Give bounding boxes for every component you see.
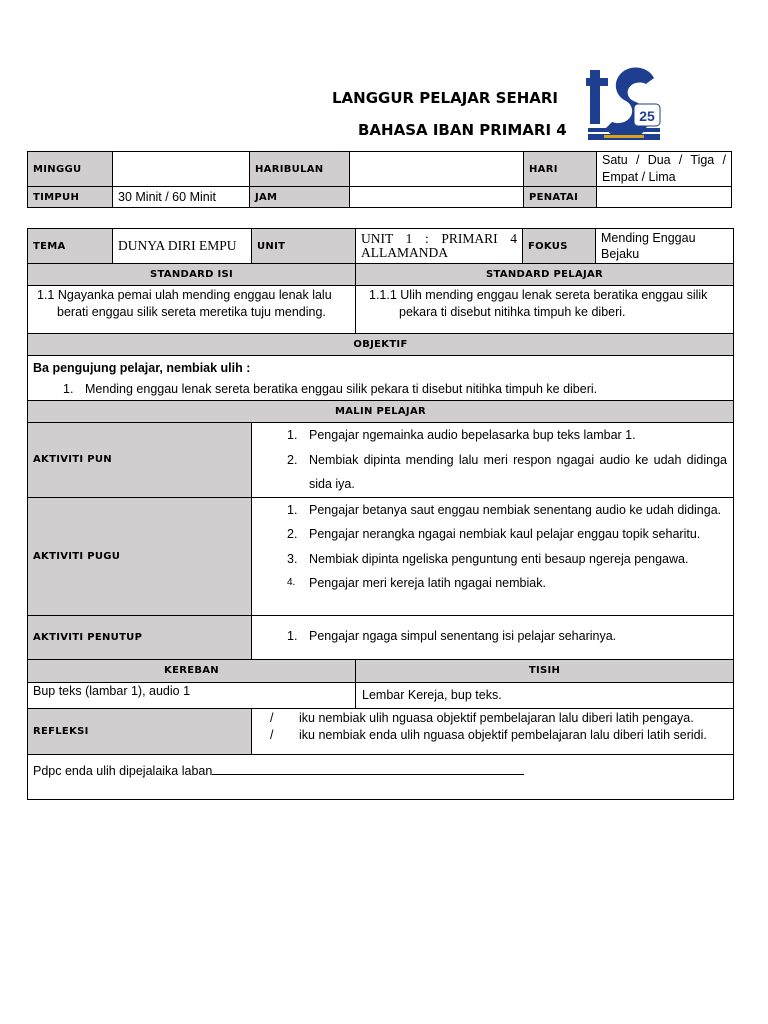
objektif-header: OBJEKTIF: [28, 334, 734, 356]
haribulan-label: HARIBULAN: [250, 152, 350, 187]
svg-text:25: 25: [639, 108, 655, 124]
timpuh-value: 30 Minit / 60 Minit: [113, 187, 250, 208]
tema-value: DUNYA DIRI EMPU: [113, 229, 252, 264]
pdpc-blank-line[interactable]: [212, 762, 524, 775]
aktiviti-penutup-list: [257, 624, 728, 649]
hari-label: HARI: [524, 152, 597, 187]
minggu-value: [113, 152, 250, 187]
fokus-label: FOKUS: [523, 229, 596, 264]
list-item: 3. Nembiak dipinta ngeliska penguntung enti besaup ngereja pengawa.: [287, 551, 689, 566]
aktiviti-penutup-label: AKTIVITI PENUTUP: [28, 615, 252, 659]
jam-value: [350, 187, 524, 208]
refleksi-list: [257, 710, 728, 744]
info-table: [27, 151, 732, 208]
lesson-table: [27, 228, 734, 800]
page-title: LANGGUR PELAJAR SEHARI: [332, 89, 559, 107]
list-item: 4. Pengajar meri kereja latih ngagai nembiak.: [287, 576, 546, 590]
list-item: / iku nembiak ulih nguasa objektif pembelajaran lalu diberi latih pengaya.: [270, 710, 694, 725]
penatai-label: PENATAI: [524, 187, 597, 208]
aktiviti-pugu-label: AKTIVITI PUGU: [28, 497, 252, 615]
kereban-header: KEREBAN: [28, 659, 356, 682]
list-item: / iku nembiak enda ulih nguasa objektif pembelajaran lalu diberi latih seridi.: [270, 727, 707, 742]
standard-pelajar-header: STANDARD PELAJAR: [356, 264, 734, 286]
unit-value: UNIT 1 : PRIMARI 4 ALLAMANDA: [356, 229, 523, 264]
kereban-value: Bup teks (lambar 1), audio 1: [28, 682, 356, 708]
tisih-header: TISIH: [356, 659, 734, 682]
tisih-value: Lembar Kereja, bup teks.: [356, 682, 734, 708]
standard-pelajar-text: 1.1.1 Ulih mending enggau lenak sereta beratika enggau silik pekara ti disebut nitihka timpuh ke diberi.: [369, 288, 708, 319]
list-item: 1. Mending enggau lenak sereta beratika enggau silik pekara ti disebut nitihka timpuh ke diberi.: [63, 382, 598, 396]
list-item: 1. Pengajar betanya saut enggau nembiak senentang audio ke udah didinga.: [287, 502, 722, 517]
list-item: 1. Pengajar ngaga simpul senentang isi pelajar seharinya.: [287, 628, 617, 643]
haribulan-value: [350, 152, 524, 187]
malin-pelajar-header: MALIN PELAJAR: [28, 401, 734, 423]
aktiviti-pun-list: [257, 423, 727, 497]
hari-value: Satu / Dua / Tiga / Empat / Lima: [597, 152, 732, 187]
refleksi-label: REFLEKSI: [28, 708, 252, 754]
list-item: 2. Pengajar nerangka ngagai nembiak kaul pelajar enggau topik seharitu.: [287, 527, 701, 541]
objektif-list: [33, 378, 728, 400]
penatai-value: [597, 187, 732, 208]
aktiviti-pugu-list: [257, 498, 727, 596]
page-subtitle: BAHASA IBAN PRIMARI 4: [358, 121, 567, 139]
pdpc-text: Pdpc enda ulih dipejalaika laban: [33, 763, 213, 778]
fokus-value: Mending Enggau Bejaku: [596, 229, 734, 264]
jam-label: JAM: [250, 187, 350, 208]
standard-isi-header: STANDARD ISI: [28, 264, 356, 286]
standard-isi-text: 1.1 Ngayanka pemai ulah mending enggau lenak lalu berati enggau silik sereta meretika tuju mending.: [37, 288, 332, 319]
minggu-label: MINGGU: [28, 152, 113, 187]
unit-label: UNIT: [252, 229, 356, 264]
tema-label: TEMA: [28, 229, 113, 264]
timpuh-label: TIMPUH: [28, 187, 113, 208]
aktiviti-pun-label: AKTIVITI PUN: [28, 423, 252, 498]
list-item: 1. Pengajar ngemainka audio bepelasarka bup teks lambar 1.: [287, 428, 636, 442]
list-item: 2. Nembiak dipinta mending lalu meri respon ngagai audio ke udah didinga sida iya.: [287, 452, 727, 491]
objektif-intro: Ba pengujung pelajar, nembiak ulih :: [33, 361, 251, 375]
school-logo-icon: [584, 64, 664, 144]
